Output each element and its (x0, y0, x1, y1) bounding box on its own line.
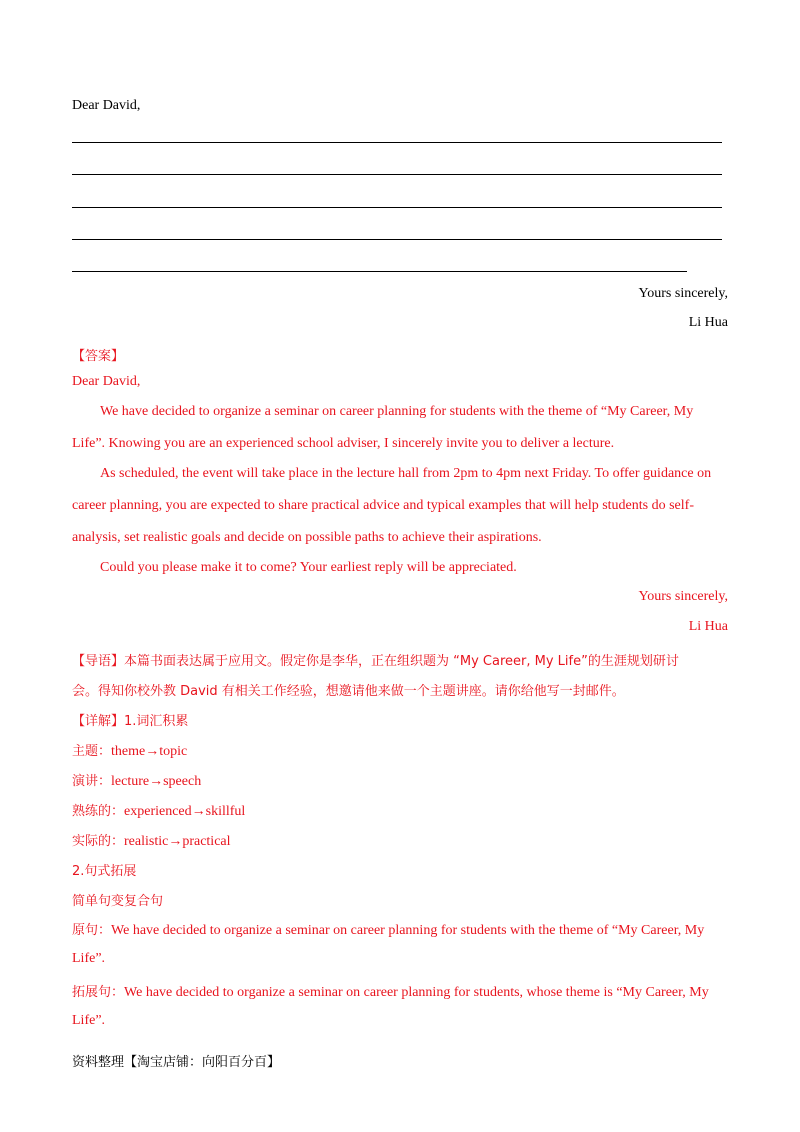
vocab-pair: experienced→skillful (124, 804, 246, 819)
answer-line: Life”. Knowing you are an experienced school adviser, I sincerely invite you to deliver a lecture. (72, 436, 615, 451)
writing-line-1 (72, 142, 722, 143)
guide-line-1 (72, 650, 679, 670)
vocab-pair: realistic→practical (124, 834, 231, 849)
answer-closing: Yours sincerely, (638, 589, 728, 604)
writing-line-2 (72, 174, 722, 175)
section-2-title: 2.句式拓展 (72, 864, 137, 879)
answer-line: We have decided to organize a seminar on career planning for students with the theme of “My Career, My (100, 404, 694, 419)
answer-line: analysis, set realistic goals and decide on possible paths to achieve their aspirations. (72, 530, 542, 545)
vocab-cn: 实际的： (72, 834, 125, 849)
writing-line-4 (72, 239, 722, 240)
section-1-title: 1.词汇积累 (124, 714, 189, 729)
original-text-1: We have decided to organize a seminar on career planning for students with the theme of “My Career, My (111, 923, 705, 938)
vocab-item (72, 800, 245, 820)
template-closing: Yours sincerely, (638, 286, 728, 301)
guide-line-2: 会。得知你校外教 David 有相关工作经验，想邀请他来做一个主题讲座。请你给他写一封邮件。 (72, 684, 625, 699)
template-greeting: Dear David, (72, 98, 141, 113)
vocab-pair: theme→topic (111, 744, 188, 759)
vocab-item (72, 740, 187, 760)
expanded-label: 拓展句： (72, 985, 125, 1000)
answer-signature: Li Hua (688, 619, 728, 634)
answer-greeting: Dear David, (72, 374, 141, 389)
original-label: 原句： (72, 923, 112, 938)
section-2-subtitle: 简单句变复合句 (72, 894, 164, 909)
vocab-cn: 主题： (72, 744, 112, 759)
vocab-pair: lecture→speech (111, 774, 202, 789)
footer-source: 资料整理【淘宝店铺：向阳百分百】 (72, 1055, 281, 1070)
vocab-cn: 熟练的： (72, 804, 125, 819)
detail-label: 【详解】 (72, 714, 125, 729)
vocab-item (72, 830, 231, 850)
original-sentence-line-2: Life”. (72, 951, 106, 966)
original-sentence-line-1 (72, 919, 704, 939)
answer-line: Could you please make it to come? Your earliest reply will be appreciated. (100, 560, 517, 575)
guide-text-1: 本篇书面表达属于应用文。假定你是李华，正在组织题为 “My Career, My Life”的生涯规划研讨 (124, 654, 679, 669)
expanded-text-1: We have decided to organize a seminar on career planning for students, whose theme is “My Career, My (124, 985, 709, 1000)
answer-line: career planning, you are expected to share practical advice and typical examples that will help students do self- (72, 498, 694, 513)
answer-line: As scheduled, the event will take place in the lecture hall from 2pm to 4pm next Friday. To offer guidance on (100, 466, 712, 481)
writing-line-5 (72, 271, 687, 272)
writing-line-3 (72, 207, 722, 208)
detail-heading (72, 710, 188, 730)
vocab-cn: 演讲： (72, 774, 112, 789)
expanded-sentence-line-1 (72, 981, 709, 1001)
expanded-sentence-line-2: Life”. (72, 1013, 106, 1028)
guide-label: 【导语】 (72, 654, 125, 669)
template-signature: Li Hua (688, 315, 728, 330)
answer-label: 【答案】 (72, 349, 125, 364)
vocab-item (72, 770, 201, 790)
